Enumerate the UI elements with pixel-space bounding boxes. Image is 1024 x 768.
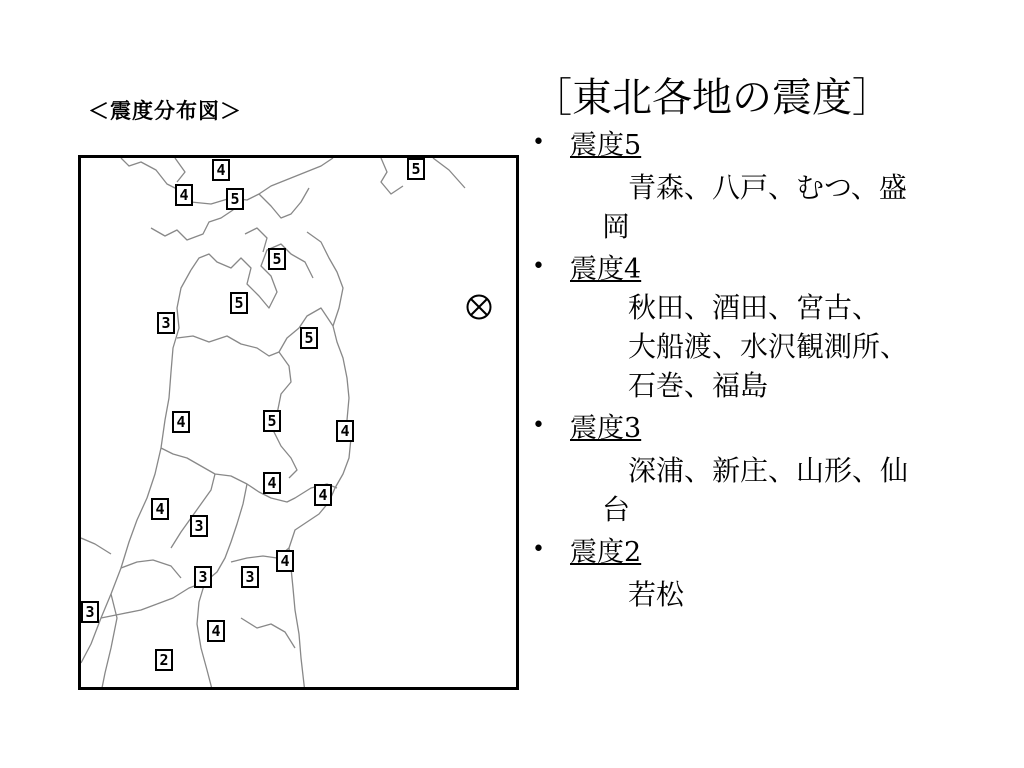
bullet-icon: • [532,254,545,279]
intensity-marker: 5 [263,410,281,432]
map-caption: ＜震度分布図＞ [88,99,242,123]
epicenter-circled-x-icon [466,294,492,320]
place-line: 深浦、新庄、山形、仙 [628,454,909,487]
intensity-marker: 5 [268,248,286,270]
place-line: 大船渡、水沢観測所、 [628,330,909,363]
intensity-marker: 4 [207,620,225,642]
intensity-map [78,155,519,690]
intensity-level-item [528,535,998,620]
intensity-marker: 3 [194,566,212,588]
intensity-marker: 5 [230,292,248,314]
intensity-marker: 4 [151,498,169,520]
place-list [570,447,968,535]
intensity-marker: 4 [175,184,193,206]
intensity-marker: 4 [263,472,281,494]
intensity-level-item [528,411,998,535]
intensity-marker: 4 [172,411,190,433]
place-line: 若松 [628,578,685,611]
intensity-marker: 4 [314,484,332,506]
place-list [570,288,968,411]
intensity-marker: 4 [336,420,354,442]
intensity-level-heading: 震度3 [570,413,642,444]
intensity-marker: 5 [300,327,318,349]
place-line: 石巻、福島 [628,369,769,402]
intensity-level-heading: 震度4 [570,254,642,285]
intensity-level-item [528,128,998,252]
intensity-level-item [528,252,998,411]
intensity-list-panel [528,74,998,620]
bullet-icon: • [532,537,545,562]
intensity-marker: 3 [190,515,208,537]
place-line: 秋田、酒田、宮古、 [628,291,881,324]
intensity-marker: 3 [81,601,99,623]
place-list [570,164,968,252]
intensity-marker: 3 [157,312,175,334]
intensity-marker: 5 [226,188,244,210]
bullet-icon: • [532,413,545,438]
place-line: 青森、八戸、むつ、盛 [628,171,907,204]
place-line: 岡 [602,210,631,243]
panel-title: ［東北各地の震度］ [532,75,892,121]
intensity-marker: 4 [276,550,294,572]
map-outline [81,158,519,690]
intensity-level-heading: 震度2 [570,537,642,568]
place-line: 台 [602,493,631,526]
intensity-level-heading: 震度5 [570,130,642,161]
bullet-icon: • [532,130,545,155]
place-list [570,571,968,620]
intensity-marker: 2 [155,649,173,671]
intensity-marker: 3 [241,566,259,588]
intensity-marker: 4 [212,159,230,181]
intensity-marker: 5 [407,158,425,180]
